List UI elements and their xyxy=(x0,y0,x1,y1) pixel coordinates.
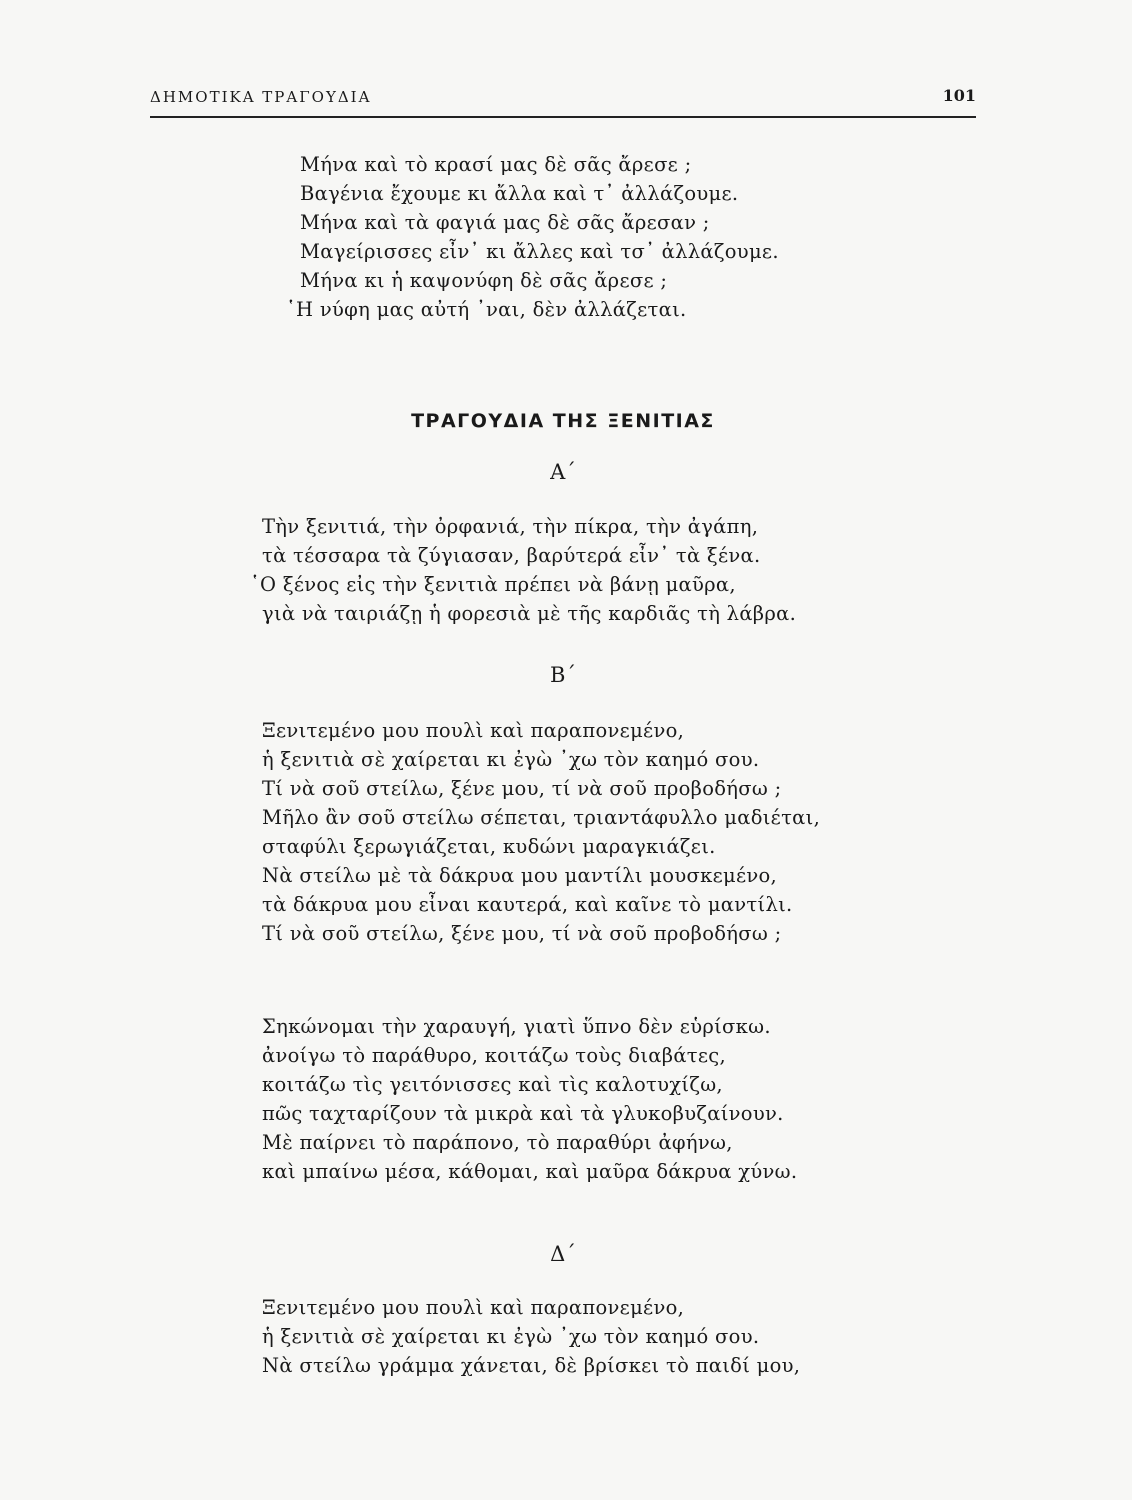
verse-line: Μὲ παίρνει τὸ παράπονο, τὸ παραθύρι ἀφήνω, xyxy=(262,1131,733,1154)
verse-line: τὰ δάκρυα μου εἶναι καυτερά, καὶ καῖνε τὸ μαντίλι. xyxy=(262,893,793,916)
verse-line: Μαγείρισσες εἶν᾽ κι ἄλλες καὶ τσ᾽ ἀλλάζουμε. xyxy=(300,240,779,263)
verse-line: σταφύλι ξερωγιάζεται, κυδώνι μαραγκιάζει. xyxy=(262,835,716,858)
song-numeral-d: Δ΄ xyxy=(550,1242,576,1266)
verse-line: ἀνοίγω τὸ παράθυρο, κοιτάζω τοὺς διαβάτες, xyxy=(262,1044,727,1067)
song-a xyxy=(250,512,797,628)
song-numeral-b: Β΄ xyxy=(550,663,576,687)
verse-line: Νὰ στείλω γράμμα χάνεται, δὲ βρίσκει τὸ παιδί μου, xyxy=(262,1354,801,1377)
verse-line: Μήνα κι ἡ καψονύφη δὲ σᾶς ἄρεσε ; xyxy=(300,269,668,292)
page-number: 101 xyxy=(942,86,976,105)
verse-line: γιὰ νὰ ταιριάζῃ ἡ φορεσιὰ μὲ τῆς καρδιᾶς τὴ λάβρα. xyxy=(262,602,797,625)
verse-line: Ξενιτεμένο μου πουλὶ καὶ παραπονεμένο, xyxy=(262,719,685,742)
verse-line: Νὰ στείλω μὲ τὰ δάκρυα μου μαντίλι μουσκεμένο, xyxy=(262,864,778,887)
song-b xyxy=(262,716,820,948)
verse-line: Βαγένια ἔχουμε κι ἄλλα καὶ τ᾽ ἀλλάζουμε. xyxy=(300,182,739,205)
verse-line: πῶς ταχταρίζουν τὰ μικρὰ καὶ τὰ γλυκοβυζαίνουν. xyxy=(262,1102,784,1125)
verse-line: Ξενιτεμένο μου πουλὶ καὶ παραπονεμένο, xyxy=(262,1296,685,1319)
verse-line: ἡ ξενιτιὰ σὲ χαίρεται κι ἐγὼ ᾽χω τὸν καημό σου. xyxy=(262,748,760,771)
verse-line: τὰ τέσσαρα τὰ ζύγιασαν, βαρύτερά εἶν᾽ τὰ ξένα. xyxy=(262,544,761,567)
section-title: ΤΡΑΓΟΥΔΙΑ ΤΗΣ ΞΕΝΙΤΙΑΣ xyxy=(411,410,715,432)
running-title: ΔΗΜΟΤΙΚΑ ΤΡΑΓΟΥΔΙΑ xyxy=(150,88,372,106)
verse-line: Μήνα καὶ τὰ φαγιά μας δὲ σᾶς ἄρεσαν ; xyxy=(300,211,710,234)
verse-line: κοιτάζω τὶς γειτόνισσες καὶ τὶς καλοτυχίζω, xyxy=(262,1073,723,1096)
song-c xyxy=(262,1012,797,1186)
song-d xyxy=(262,1293,800,1380)
verse-line: Μήνα καὶ τὸ κρασί μας δὲ σᾶς ἄρεσε ; xyxy=(300,153,692,176)
verse-line: ἡ ξενιτιὰ σὲ χαίρεται κι ἐγὼ ᾽χω τὸν καημό σου. xyxy=(262,1325,760,1348)
page-header xyxy=(150,86,976,118)
verse-line: καὶ μπαίνω μέσα, κάθομαι, καὶ μαῦρα δάκρυα χύνω. xyxy=(262,1160,798,1183)
verse-line: Τί νὰ σοῦ στείλω, ξένε μου, τί νὰ σοῦ προβοδήσω ; xyxy=(262,777,782,800)
song-numeral-a: Α΄ xyxy=(550,460,576,484)
verse-line: Τί νὰ σοῦ στείλω, ξένε μου, τί νὰ σοῦ προβοδήσω ; xyxy=(262,922,782,945)
stanza-top xyxy=(286,150,779,324)
verse-line: ῾Η νύφη μας αὐτή ᾽ναι, δὲν ἀλλάζεται. xyxy=(286,298,687,321)
verse-line: Μῆλο ἂν σοῦ στείλω σέπεται, τριαντάφυλλο μαδιέται, xyxy=(262,806,821,829)
verse-line: ῾Ο ξένος εἰς τὴν ξενιτιὰ πρέπει νὰ βάνῃ μαῦρα, xyxy=(250,573,736,596)
verse-line: Τὴν ξενιτιά, τὴν ὀρφανιά, τὴν πίκρα, τὴν ἀγάπη, xyxy=(262,515,759,538)
verse-line: Σηκώνομαι τὴν χαραυγή, γιατὶ ὕπνο δὲν εὑρίσκω. xyxy=(262,1015,771,1038)
